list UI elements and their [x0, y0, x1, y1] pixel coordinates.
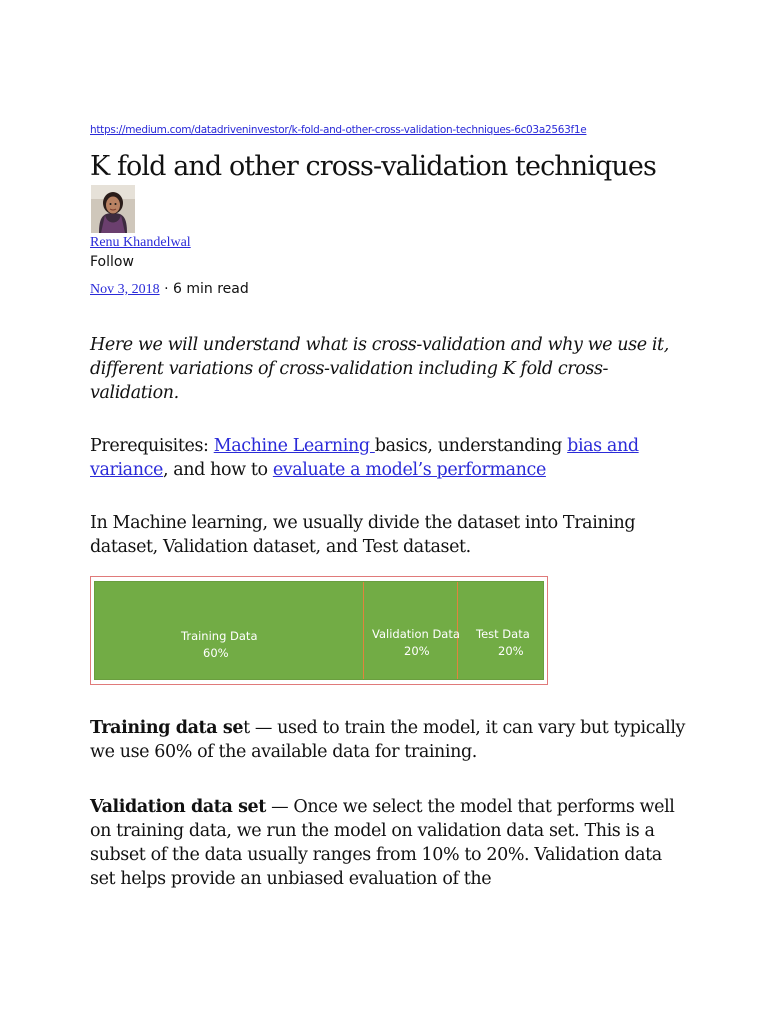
machine-learning-link[interactable]: Machine Learning: [213, 436, 375, 456]
read-time: 6 min read: [172, 281, 249, 297]
meta-separator: ·: [159, 281, 173, 297]
author-photo-icon: [91, 185, 135, 233]
validation-data-percent: 20%: [404, 644, 430, 658]
intro-paragraph: Here we will understand what is cross-validation and why we use it, different variations of cross-validation including K fold cross-validation.: [90, 335, 669, 403]
article-meta: [90, 281, 249, 298]
validation-data-label: Validation Data: [372, 627, 460, 641]
training-data-percent: 60%: [203, 646, 229, 660]
prerequisites-paragraph: [90, 434, 690, 482]
training-set-description: t — used to train the model, it can vary but typically we use 60% of the available data for training.: [90, 718, 686, 762]
training-data-label: Training Data: [181, 629, 258, 643]
publish-date-link[interactable]: Nov 3, 2018: [90, 282, 160, 297]
dataset-split-figure: [90, 576, 548, 685]
test-data-label: Test Data: [476, 627, 530, 641]
prereq-prefix: Prerequisites:: [90, 436, 214, 456]
validation-set-paragraph: [90, 795, 690, 891]
author-name-link[interactable]: Renu Khandelwal: [90, 235, 191, 250]
prereq-mid-2: , and how to: [162, 460, 273, 480]
test-data-percent: 20%: [498, 644, 524, 658]
dataset-intro-paragraph: In Machine learning, we usually divide the dataset into Training dataset, Validation dataset, and Test dataset.: [90, 513, 636, 557]
split-divider-1: [363, 582, 364, 679]
prereq-mid-1: basics, understanding: [374, 436, 568, 456]
follow-button[interactable]: Follow: [90, 254, 134, 270]
training-set-term: Training data se: [90, 718, 244, 738]
validation-set-description: — Once we select the model that performs well on training data, we run the model on validation data set. This is a subset of the data usually ranges from 10% to 20%. Validation data set helps provide an unbiased evaluation of the: [90, 797, 675, 889]
evaluate-performance-link[interactable]: evaluate a model’s performance: [272, 460, 546, 480]
article-title: K fold and other cross-validation techniques: [90, 151, 656, 182]
source-url-link[interactable]: https://medium.com/datadriveninvestor/k-fold-and-other-cross-validation-techniques-6c03a2563f1e: [90, 124, 587, 136]
author-avatar[interactable]: [91, 185, 135, 233]
bias-variance-link[interactable]: bias and variance: [90, 436, 639, 480]
dataset-split-bar: [94, 581, 544, 680]
validation-set-term: Validation data set: [90, 797, 266, 817]
training-set-paragraph: [90, 716, 690, 764]
